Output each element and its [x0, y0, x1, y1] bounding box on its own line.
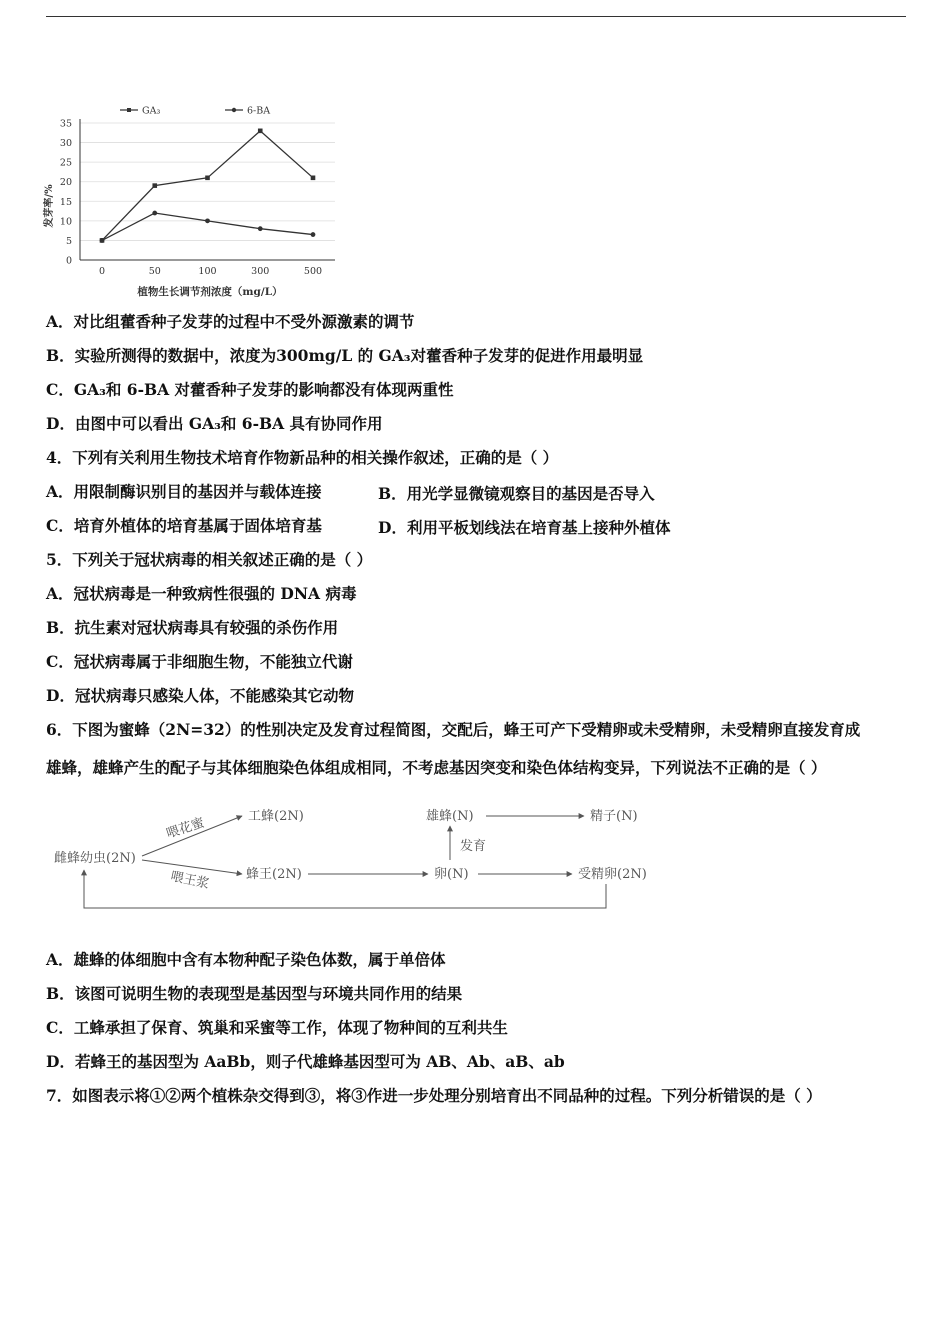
y-axis-label: 发芽率/% — [44, 184, 55, 228]
header-rule — [46, 16, 906, 17]
point-circle — [311, 232, 316, 237]
x-tick-label: 500 — [303, 266, 323, 277]
q6-stem-line2: 雄蜂，雄蜂产生的配子与其体细胞染色体组成相同，不考虑基因突变和染色体结构变异，下列说法不正确的是（ ） — [46, 758, 827, 777]
y-tick-label: 20 — [59, 177, 72, 189]
q6-option-d: D．若蜂王的基因型为 AaBb，则子代雄蜂基因型可为 AB、Ab、aB、ab — [46, 1052, 565, 1071]
sperm-node: 精子(N) — [590, 809, 638, 824]
y-tick-label: 10 — [59, 216, 72, 228]
worker-node: 工蜂(2N) — [248, 809, 304, 824]
zygote-node: 受精卵(2N) — [578, 867, 647, 882]
royal-label: 喂王浆 — [169, 869, 211, 893]
y-tick-label: 15 — [59, 196, 72, 208]
q6-option-b: B．该图可说明生物的表现型是基因型与环境共同作用的结果 — [46, 984, 463, 1003]
legend-marker — [232, 108, 236, 112]
series-line-1 — [102, 213, 313, 240]
arrow-zygote-larva — [84, 870, 606, 908]
y-tick-label: 30 — [59, 138, 72, 150]
germination-line-chart — [40, 98, 400, 303]
legend-marker — [127, 108, 131, 112]
larva-node: 雌蜂幼虫(2N) — [54, 851, 136, 866]
q4-option-b: B．用光学显微镜观察目的基因是否导入 — [378, 484, 655, 503]
q4-option-d: D．利用平板划线法在培育基上接种外植体 — [378, 518, 671, 537]
q3-option-d: D．由图中可以看出 GA₃和 6-BA 具有协同作用 — [46, 414, 383, 433]
y-tick-label: 25 — [59, 157, 72, 169]
q6-option-a: A．雄蜂的体细胞中含有本物种配子染色体数，属于单倍体 — [46, 950, 446, 969]
chart-legend — [120, 106, 270, 117]
point-square — [258, 129, 263, 134]
develop-label: 发育 — [460, 839, 487, 854]
queen-node: 蜂王(2N) — [246, 867, 302, 882]
q6-stem-line1: 6．下图为蜜蜂（2N=32）的性别决定及发育过程简图，交配后，蜂王可产下受精卵或未受精卵，未受精卵直接发育成 — [46, 720, 861, 739]
chart-series — [100, 129, 316, 243]
point-circle — [152, 211, 157, 216]
x-tick-label: 50 — [148, 266, 161, 277]
drone-node: 雄蜂(N) — [426, 809, 474, 824]
q6-option-c: C．工蜂承担了保育、筑巢和采蜜等工作，体现了物种间的互利共生 — [46, 1018, 508, 1037]
point-square — [152, 183, 157, 188]
point-square — [205, 176, 210, 181]
x-tick-label: 300 — [251, 266, 270, 277]
q5-option-d: D．冠状病毒只感染人体，不能感染其它动物 — [46, 686, 354, 705]
y-tick-label: 5 — [65, 235, 72, 247]
bee-development-diagram — [46, 798, 686, 918]
q5-option-a: A．冠状病毒是一种致病性很强的 DNA 病毒 — [46, 584, 357, 603]
point-circle — [205, 218, 210, 223]
arrow-larva-queen — [142, 860, 242, 874]
x-axis-label: 植物生长调节剂浓度（mg/L） — [137, 286, 283, 298]
q5-option-b: B．抗生素对冠状病毒具有较强的杀伤作用 — [46, 618, 339, 637]
point-circle — [258, 226, 263, 231]
q5-stem: 5．下列关于冠状病毒的相关叙述正确的是（ ） — [46, 550, 373, 569]
q4-option-a: A．用限制酶识别目的基因并与载体连接 — [46, 482, 322, 501]
q5-option-c: C．冠状病毒属于非细胞生物，不能独立代谢 — [46, 652, 353, 671]
x-tick-label: 100 — [198, 266, 217, 277]
legend-label: 6-BA — [247, 105, 271, 117]
point-circle — [100, 238, 105, 243]
chart-axes — [80, 119, 335, 260]
egg-node: 卵(N) — [434, 867, 469, 882]
q3-option-c: C．GA₃和 6-BA 对藿香种子发芽的影响都没有体现两重性 — [46, 380, 454, 399]
point-square — [311, 176, 316, 181]
legend-label: GA₃ — [142, 105, 161, 117]
y-tick-label: 35 — [59, 118, 72, 130]
q3-option-a: A．对比组藿香种子发芽的过程中不受外源激素的调节 — [46, 312, 415, 331]
y-tick-label: 0 — [65, 255, 72, 267]
q4-option-c: C．培育外植体的培育基属于固体培育基 — [46, 516, 322, 535]
q4-stem: 4．下列有关利用生物技术培育作物新品种的相关操作叙述，正确的是（ ） — [46, 448, 559, 467]
x-tick-label: 0 — [98, 266, 106, 277]
q7-stem: 7．如图表示将①②两个植株杂交得到③，将③作进一步处理分别培育出不同品种的过程。下列分析错误的是（ ） — [46, 1086, 822, 1105]
honey-label: 喂花蜜 — [164, 815, 207, 842]
q3-option-b: B．实验所测得的数据中，浓度为300mg/L 的 GA₃对藿香种子发芽的促进作用最明显 — [46, 346, 644, 365]
